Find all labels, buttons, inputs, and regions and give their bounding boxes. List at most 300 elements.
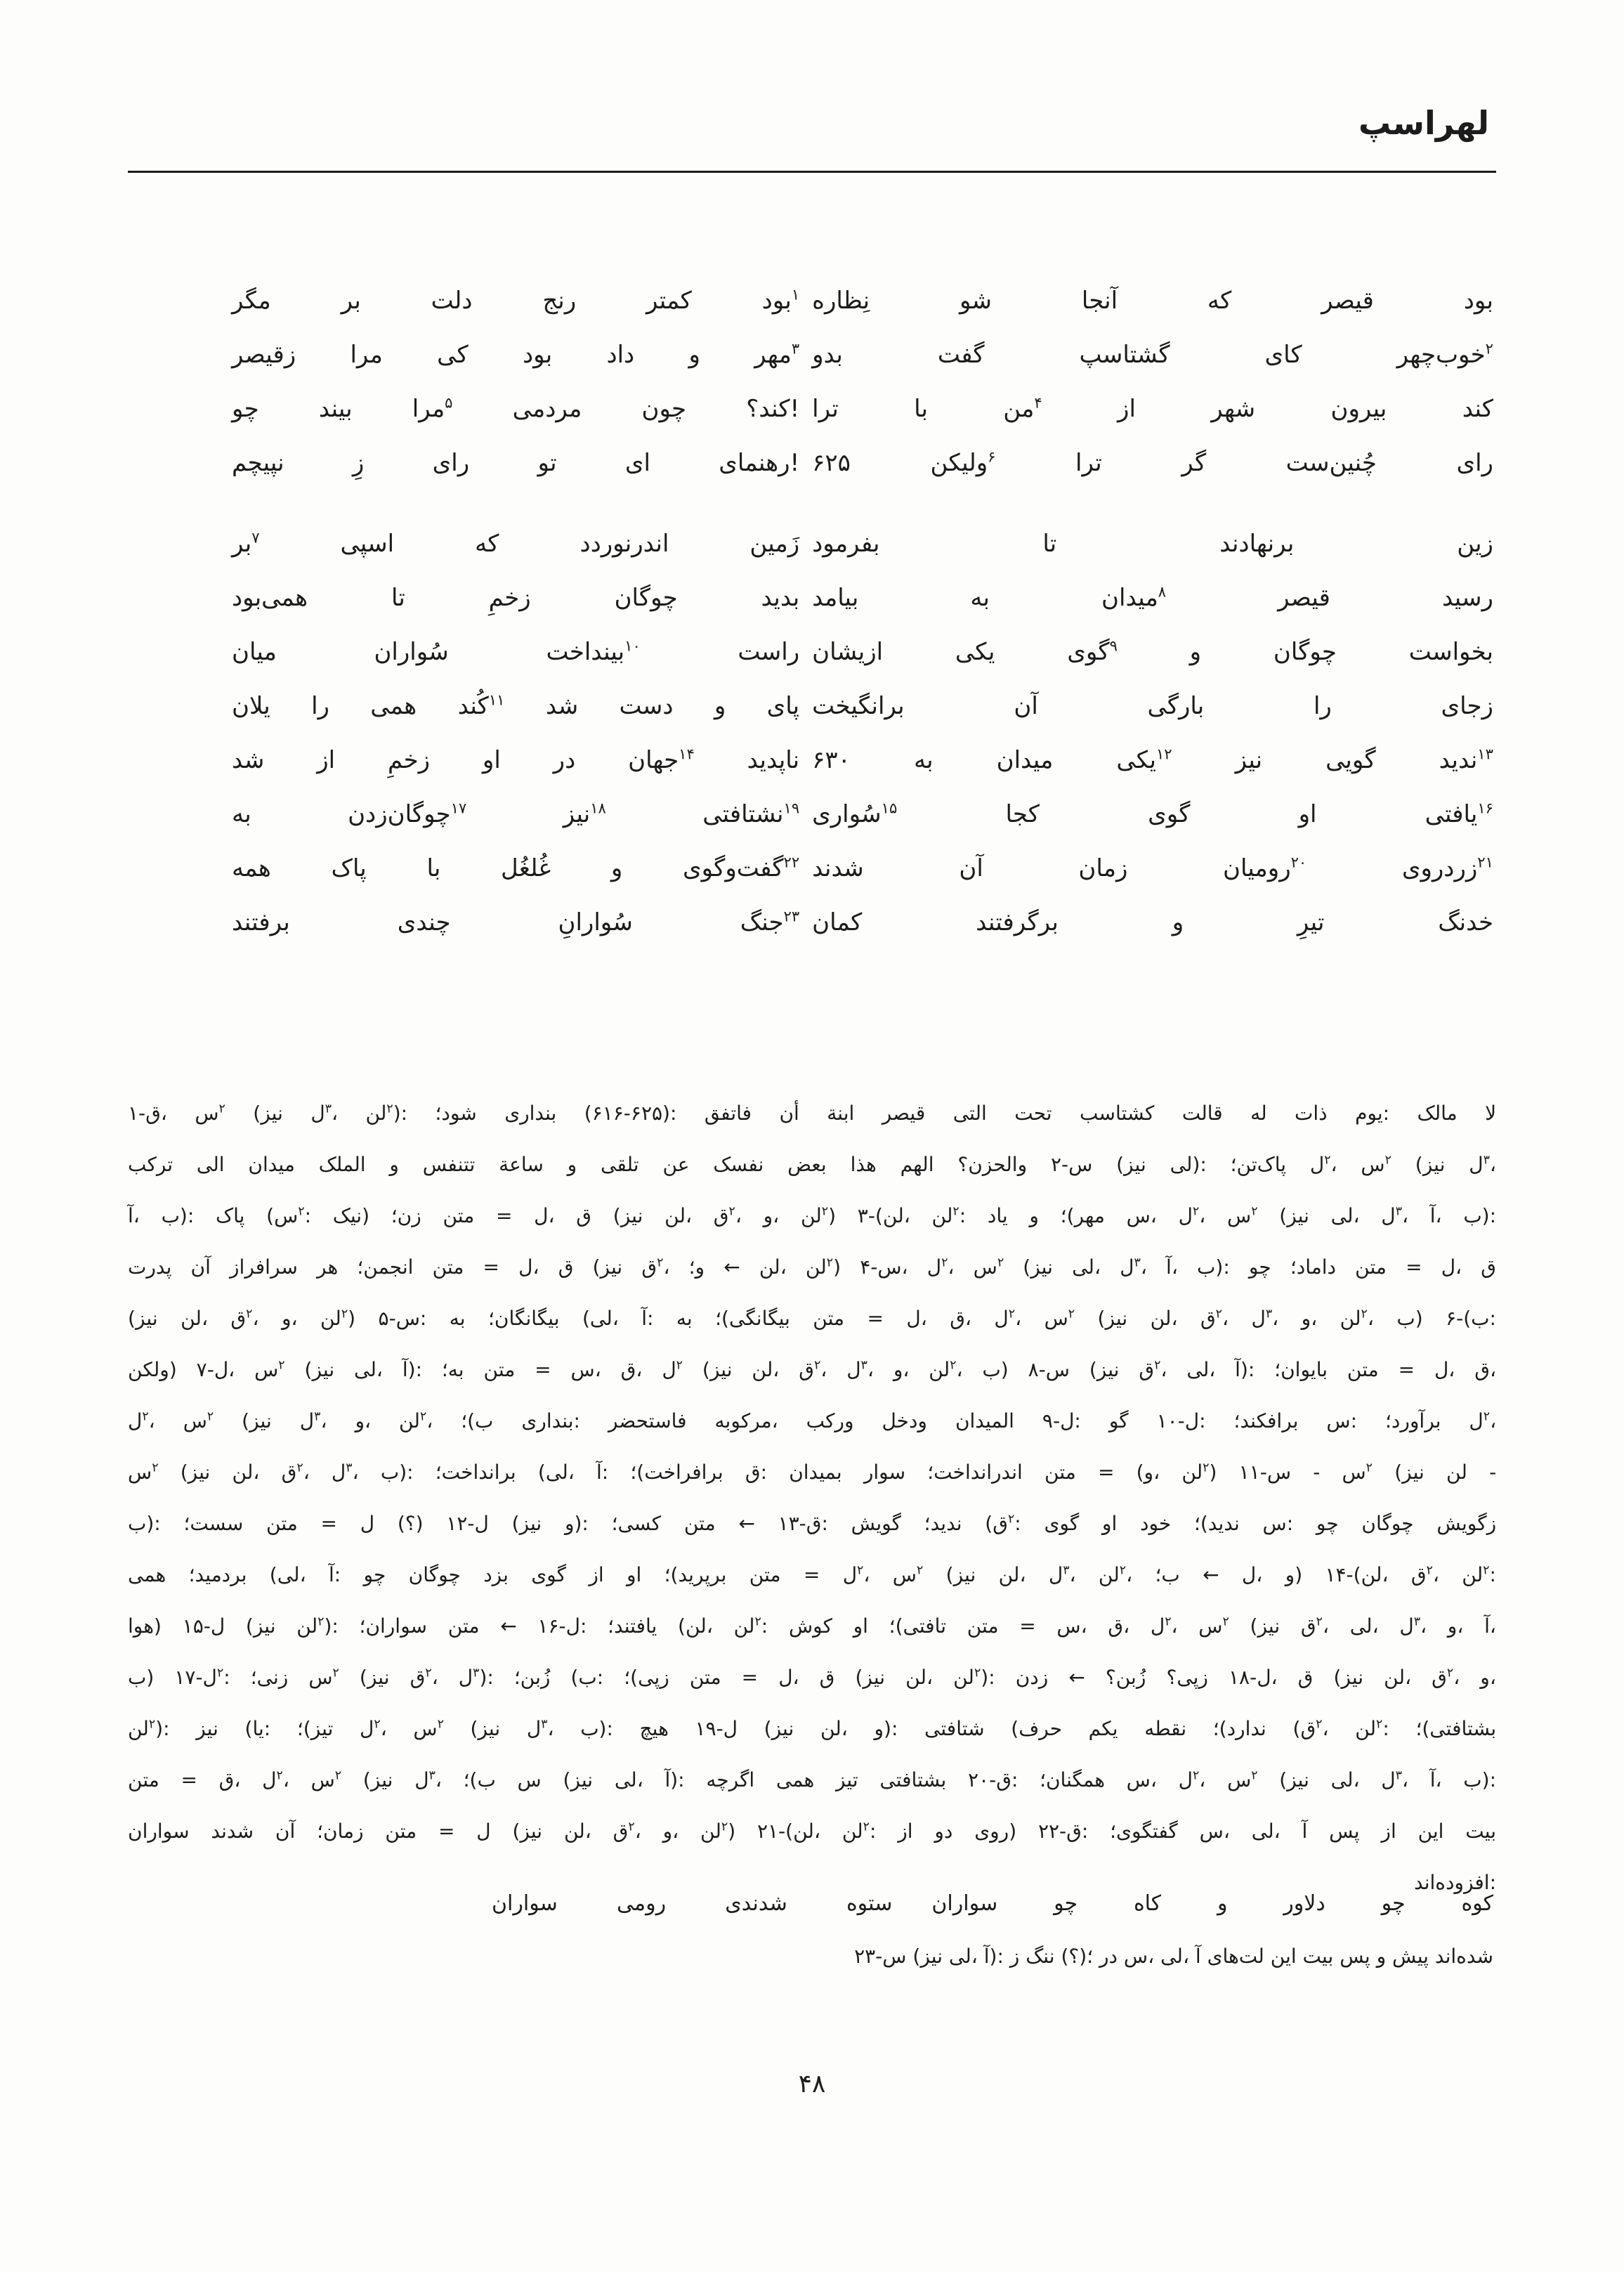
apparatus-word: بشتافتی)؛: [1415, 1717, 1497, 1740]
apparatus-word: =: [1398, 1358, 1415, 1381]
apparatus-word: (نیز: [359, 1666, 390, 1689]
poem-row: [232, 908, 1493, 962]
apparatus-word: لی،: [1251, 1820, 1281, 1843]
poem-word: یلان: [232, 692, 270, 720]
poem-row: [232, 449, 1493, 503]
poem-word: شد: [545, 692, 579, 720]
apparatus-word: ل$^۳$):: [458, 1666, 494, 1689]
hemistich-second: [232, 746, 799, 774]
apparatus-word: لن$^۲$): [805, 1255, 842, 1279]
apparatus-word: لن$^۲$:: [1462, 1563, 1496, 1586]
couplet-word: ستوه: [846, 1891, 893, 1916]
poem-word: غُلغُل: [500, 854, 551, 882]
poem-word: چوگان‌زدن$^{۱۷}$: [348, 799, 467, 828]
poem-word: تیرِ: [1297, 908, 1325, 936]
apparatus-word: ل$^۳$،: [1399, 1614, 1427, 1638]
apparatus-word: ۸-س: [1028, 1358, 1070, 1381]
apparatus-word: متن: [128, 1768, 159, 1791]
poem-word: نیز: [1235, 746, 1263, 774]
poem-word: رومیان$^{۲۰}$: [1222, 853, 1307, 882]
apparatus-word: و،: [1447, 1614, 1464, 1638]
poem-word: که: [1207, 287, 1232, 315]
apparatus-word: س$^۲$: [310, 1768, 342, 1791]
poem-word: آن: [959, 854, 983, 882]
poem-row: [232, 584, 1493, 638]
apparatus-word: (نیز: [1279, 1204, 1309, 1227]
poem-word: از: [317, 746, 336, 774]
apparatus-line: [128, 1293, 1496, 1344]
apparatus-word: ل،: [518, 1255, 539, 1279]
apparatus-word: نقطه: [1144, 1717, 1187, 1740]
apparatus-word: بیگانگی)؛: [715, 1307, 790, 1330]
apparatus-word: ل$^۲$،: [1178, 1768, 1206, 1791]
apparatus-word: ق$^۲$،: [713, 1204, 742, 1227]
apparatus-word: ل،: [1441, 1255, 1462, 1279]
apparatus-word: ندارد)؛: [1212, 1717, 1266, 1740]
poem-word: من$^۴$: [1003, 393, 1042, 423]
footnote-word: لت‌های: [1207, 1945, 1264, 1968]
footnote-word: ننگ: [1026, 1945, 1055, 1968]
apparatus-word: ل$^۲$،: [842, 1563, 870, 1586]
apparatus-word: آ:: [328, 1563, 341, 1586]
poem-word: بر$^۷$: [232, 528, 260, 558]
apparatus-word: ل$^۲$،: [1150, 1614, 1178, 1638]
apparatus-word: المیدان: [955, 1409, 1014, 1432]
apparatus-word: ق$^۲$،: [1200, 1307, 1229, 1330]
apparatus-word: (نیز: [1250, 1614, 1281, 1638]
apparatus-word: یاد: [987, 1204, 1008, 1227]
apparatus-word: متن: [483, 1358, 516, 1381]
apparatus-word: شدند: [211, 1820, 254, 1843]
poem-word: میان: [232, 638, 277, 666]
apparatus-word: ←: [738, 1512, 755, 1535]
apparatus-word: قیصر: [882, 1102, 926, 1125]
apparatus-word: س،: [1056, 1614, 1087, 1638]
couplet-word: دلاور: [1283, 1891, 1325, 1916]
apparatus-word: شتافتی: [924, 1717, 985, 1740]
apparatus-word: لا: [1485, 1102, 1497, 1125]
footnote-word: و: [1376, 1945, 1387, 1968]
apparatus-word: لن$^۲$:: [842, 1820, 877, 1843]
apparatus-word: ل$^۲$: [662, 1358, 683, 1381]
poem-word: پاک: [331, 854, 367, 882]
footnote-word: آ):: [983, 1945, 1004, 1968]
poem-word: بیامد: [812, 584, 859, 612]
poem-word: سُوارانِ: [558, 908, 633, 936]
apparatus-word: ب):: [161, 1204, 195, 1227]
poem-word: کمان: [812, 908, 863, 936]
apparatus-word: لن،: [563, 1820, 591, 1843]
apparatus-word: چو: [1248, 1255, 1271, 1279]
hemistich-first: [812, 692, 1493, 720]
apparatus-word: نفسک: [713, 1153, 764, 1176]
poem-row: [232, 746, 1493, 800]
apparatus-line: [128, 1652, 1496, 1703]
apparatus-word: س:: [1262, 1512, 1294, 1535]
footnote-word: (؟)؛: [1061, 1945, 1094, 1968]
apparatus-word: مهر)؛: [1060, 1204, 1105, 1227]
apparatus-word: گوی: [1044, 1512, 1080, 1535]
apparatus-word: و،: [662, 1820, 679, 1843]
apparatus-word: فاتفق: [704, 1102, 752, 1125]
verse-number: ۶۲۵: [812, 449, 851, 477]
apparatus-word: لن$^۲$): [800, 1204, 837, 1227]
apparatus-word: (نیز: [1097, 1307, 1128, 1330]
apparatus-word: کوش: [788, 1614, 832, 1638]
poem-word: بیند: [318, 395, 353, 423]
apparatus-word: ب):: [580, 1717, 613, 1740]
apparatus-word: آن: [190, 1255, 211, 1279]
poem-word: را: [311, 692, 329, 720]
poem-word: گفت‌وگوی$^{۲۲}$: [682, 853, 800, 882]
apparatus-word: متن: [432, 1255, 464, 1279]
apparatus-line: [128, 1703, 1496, 1754]
apparatus-word: ورکب: [806, 1409, 854, 1432]
poem-word: پای: [766, 692, 800, 720]
apparatus-word: لن،: [998, 1563, 1026, 1586]
poem-word: مهر$^۳$: [754, 339, 800, 369]
hemistich-first: [812, 800, 1493, 828]
apparatus-word: پاک: [216, 1204, 245, 1227]
poem-word: آن: [1014, 692, 1038, 720]
poem-word: ای: [624, 449, 650, 477]
apparatus-word: (نیز: [362, 1768, 393, 1791]
apparatus-word: دو: [934, 1820, 953, 1843]
poem-word: بارگی: [1147, 692, 1205, 720]
apparatus-word: (نیز: [512, 1820, 543, 1843]
hemistich-first: [812, 854, 1493, 882]
apparatus-word: برآورد؛: [1385, 1409, 1441, 1432]
apparatus-word: زگویش: [1436, 1512, 1497, 1535]
poem-word: زقیصر: [232, 341, 296, 369]
apparatus-word: (یا:: [244, 1717, 271, 1740]
footnote-word: لی،: [948, 1945, 978, 1968]
poem-word: جهان$^{۱۴}$: [628, 745, 695, 774]
apparatus-word: ل$^۳$،: [846, 1358, 874, 1381]
poem-word: بفرمود: [812, 530, 880, 558]
poem-word: برگرفتند: [976, 908, 1059, 936]
apparatus-line: [128, 1498, 1496, 1549]
poem-word: نپیچم: [232, 449, 284, 477]
poem-word: برفتند: [232, 908, 290, 936]
apparatus-word: (نیز: [563, 1768, 594, 1791]
couplet-word: شدندی: [725, 1891, 787, 1916]
apparatus-word: (۶۱۶-۶۲۵):: [584, 1102, 677, 1125]
apparatus-word: نیک): [332, 1204, 370, 1227]
apparatus-word: ۹-ل:: [1042, 1409, 1081, 1432]
poem-word: زِ: [352, 449, 365, 477]
poem-word: سُواری$^{۱۵}$: [812, 799, 898, 828]
apparatus-word: اگرچه: [706, 1768, 755, 1791]
apparatus-word: و،: [763, 1204, 780, 1227]
apparatus-word: گو: [1108, 1409, 1129, 1432]
verse-number: ۶۳۰: [812, 746, 851, 774]
poem-word: در: [553, 746, 576, 774]
apparatus-word: از: [898, 1820, 913, 1843]
apparatus-word: متن: [749, 1563, 781, 1586]
poem-word: بود$^۱$: [761, 285, 800, 315]
apparatus-word: ل: [476, 1820, 491, 1843]
apparatus-word: ۲۱-(لن،: [757, 1820, 820, 1843]
apparatus-word: الملک: [318, 1153, 366, 1176]
poem-word: گر: [1181, 449, 1207, 477]
poem-word: او: [1298, 800, 1317, 828]
hemistich-first: [812, 449, 1493, 477]
apparatus-word: زدن: [1015, 1666, 1049, 1689]
poem-word: زخمِ: [488, 584, 531, 612]
poem-word: به: [913, 746, 934, 774]
poem-word: با: [426, 854, 441, 882]
poem-word: کی: [437, 341, 469, 369]
apparatus-word: ۱-ق،: [128, 1102, 167, 1125]
added-couplet: [492, 1891, 1493, 1916]
poem-word: بیرون: [1330, 395, 1387, 423]
apparatus-word: آ):: [1235, 1358, 1255, 1381]
couplet-word: و: [1217, 1891, 1228, 1916]
apparatus-word: =: [867, 1307, 884, 1330]
apparatus-word: ق$^۲$،: [641, 1255, 670, 1279]
apparatus-word: ۱۹-ل: [695, 1717, 738, 1740]
apparatus-word: آن: [275, 1820, 296, 1843]
apparatus-word: ←: [1068, 1666, 1085, 1689]
couplet-word: چو: [1381, 1891, 1406, 1916]
apparatus-word: ۱۷-ل$^۲$:: [174, 1666, 230, 1689]
apparatus-word: چو: [1316, 1512, 1339, 1535]
poem-word: زردروی$^{۲۱}$: [1401, 853, 1493, 882]
poem-word: قیصر: [1278, 584, 1330, 612]
apparatus-word: لی،: [1330, 1768, 1360, 1791]
apparatus-word: و):: [874, 1717, 898, 1740]
apparatus-word: س$^۲$: [254, 1358, 285, 1381]
apparatus-word: آ،: [1429, 1768, 1442, 1791]
apparatus-word: اندرانداخت؛: [927, 1461, 1023, 1484]
apparatus-word: =: [1406, 1255, 1422, 1279]
apparatus-word: متن: [443, 1204, 475, 1227]
apparatus-line: [128, 1600, 1496, 1652]
apparatus-word: افزوده‌اند:: [1414, 1871, 1496, 1894]
poem-word: مگر: [232, 287, 271, 315]
apparatus-word: س$^۲$: [973, 1255, 1004, 1279]
apparatus-word: ل$^۳$،: [1251, 1307, 1279, 1330]
apparatus-word: س$^۲$: [892, 1563, 924, 1586]
hemistich-second: [232, 692, 799, 720]
poem-word: مردمی: [512, 395, 582, 423]
apparatus-word: =: [320, 1512, 337, 1535]
apparatus-word: (ق$^۲$،: [1292, 1717, 1329, 1740]
poem-word: رهنمای!: [719, 449, 800, 477]
apparatus-word: (حرف: [1011, 1717, 1063, 1740]
apparatus-word: ۱۰-ل:: [1156, 1409, 1206, 1432]
apparatus-word: س$^۲$: [1342, 1461, 1373, 1484]
apparatus-word: س،: [1199, 1820, 1230, 1843]
poem-word: تا: [391, 584, 405, 612]
hemistich-second: [232, 800, 799, 828]
apparatus-word: تلقی: [601, 1153, 639, 1176]
apparatus-word: آ:: [641, 1307, 654, 1330]
apparatus-word: سوار: [863, 1461, 906, 1484]
hemistich-first: [812, 530, 1493, 558]
apparatus-word: أن: [779, 1102, 799, 1125]
poem-word: جنگ$^{۲۳}$: [740, 907, 800, 936]
apparatus-word: ب):: [128, 1512, 161, 1535]
apparatus-word: کشتاسب: [1080, 1102, 1155, 1125]
apparatus-word: چوگان: [408, 1563, 461, 1586]
poem-word: و: [1189, 638, 1202, 666]
running-head-title: لهراسپ: [1358, 104, 1489, 142]
apparatus-word: میدان: [248, 1153, 295, 1176]
apparatus-word: لی،: [354, 1358, 383, 1381]
footnote-word: (نیز: [912, 1945, 943, 1968]
couplet-word: کوه: [1461, 1891, 1493, 1916]
apparatus-word: هوا): [128, 1614, 162, 1638]
apparatus-word: ←: [1203, 1563, 1219, 1586]
apparatus-word: ق$^۲$،: [230, 1307, 259, 1330]
apparatus-word: -: [1313, 1461, 1321, 1484]
apparatus-word: تافتی)؛: [889, 1614, 946, 1638]
footnote-word: لی،: [1160, 1945, 1189, 1968]
apparatus-word: ل$^۲$،: [1469, 1409, 1497, 1432]
poem-word: اسپی: [340, 530, 395, 558]
apparatus-line: [128, 1088, 1496, 1139]
footnote-word: این: [1270, 1945, 1297, 1968]
apparatus-word: (نیز: [1279, 1768, 1309, 1791]
poem-row: [232, 638, 1493, 692]
poem-row: [232, 854, 1493, 908]
apparatus-line: [128, 1241, 1496, 1293]
poem-word: ترا: [1075, 449, 1102, 477]
apparatus-word: لی،: [614, 1768, 643, 1791]
apparatus-line: [128, 1139, 1496, 1190]
apparatus-word: تتنفس: [422, 1153, 476, 1176]
apparatus-word: لی):: [1170, 1153, 1207, 1176]
apparatus-word: لن،: [752, 1358, 780, 1381]
apparatus-word: آ،: [128, 1204, 140, 1227]
poem-word: بدو: [812, 341, 843, 369]
apparatus-word: (نیز: [1415, 1153, 1446, 1176]
apparatus-word: لن،: [664, 1204, 693, 1227]
apparatus-word: گوی: [531, 1563, 566, 1586]
apparatus-word: ل$^۳$،: [1120, 1255, 1147, 1279]
apparatus-word: ۲-س: [1050, 1153, 1093, 1176]
apparatus-word: ۱۶-ل:: [537, 1614, 587, 1638]
apparatus-word: س$^۲$: [1227, 1768, 1258, 1791]
apparatus-word: بمیدان: [789, 1461, 842, 1484]
apparatus-word: (نیز: [245, 1614, 276, 1638]
apparatus-word: لن$^۲$،: [399, 1409, 433, 1432]
apparatus-word: ق،: [1108, 1614, 1130, 1638]
apparatus-word: ل$^۳$،: [299, 1409, 327, 1432]
poem-word: خوب‌چهر$^۲$: [1396, 339, 1493, 369]
apparatus-word: (نیز: [702, 1358, 733, 1381]
poem-row: [232, 395, 1493, 449]
poem-word: چوگان: [1273, 638, 1337, 666]
apparatus-word: ۲۲-ق:: [1037, 1820, 1089, 1843]
poem-word: گفت: [937, 341, 985, 369]
apparatus-word: ل$^۲$،: [926, 1255, 955, 1279]
apparatus-word: س،: [1126, 1204, 1157, 1227]
apparatus-word: پس: [1329, 1820, 1360, 1843]
apparatus-word: لن: [1446, 1461, 1467, 1484]
apparatus-line: [128, 1549, 1496, 1600]
couplet-word: سواران: [492, 1891, 558, 1916]
apparatus-word: کسی؛: [611, 1512, 662, 1535]
apparatus-word: بیت: [1465, 1820, 1497, 1843]
apparatus-word: همی: [775, 1768, 815, 1791]
apparatus-word: (نیز: [242, 1409, 272, 1432]
apparatus-word: س$^۲$: [308, 1666, 339, 1689]
couplet-word: چو: [1054, 1891, 1078, 1916]
apparatus-word: (نیز: [592, 1255, 623, 1279]
apparatus-word: ۵-س:: [378, 1307, 427, 1330]
apparatus-word: (نیز: [253, 1102, 283, 1125]
poem-word: نِظاره: [812, 287, 870, 315]
apparatus-word: به: [449, 1307, 466, 1330]
apparatus-word: آ،: [1166, 1255, 1178, 1279]
footnote-word: شده‌اند: [1434, 1945, 1493, 1968]
apparatus-word: ساعة: [499, 1153, 544, 1176]
apparatus-word: و: [567, 1153, 577, 1176]
apparatus-word: سواران: [128, 1820, 190, 1843]
couplet-word: رومی: [617, 1891, 667, 1916]
apparatus-word: متن: [385, 1820, 417, 1843]
poem-word: رای: [1456, 449, 1493, 477]
apparatus-word: از: [1381, 1820, 1396, 1843]
apparatus-word: و: [1029, 1204, 1039, 1227]
apparatus-line: [128, 1395, 1496, 1447]
poem-word: تا: [1042, 530, 1057, 558]
apparatus-word: متن: [266, 1512, 298, 1535]
footnote-word: در: [1099, 1945, 1118, 1968]
apparatus-word: آ:: [596, 1461, 609, 1484]
apparatus-word: این: [1417, 1820, 1444, 1843]
hemistich-first: [812, 908, 1493, 936]
apparatus-word: ق$^۲$،: [799, 1358, 827, 1381]
apparatus-word: ۴-س،: [860, 1255, 908, 1279]
apparatus-line: [128, 1190, 1496, 1241]
poem-word: رسید: [1441, 584, 1493, 612]
apparatus-word: لن،: [181, 1307, 208, 1330]
apparatus-word: =: [483, 1255, 499, 1279]
apparatus-word: (نیز: [855, 1666, 886, 1689]
apparatus-word: ب):: [1463, 1768, 1496, 1791]
apparatus-word: ق،: [950, 1307, 971, 1330]
poem-word: گوی: [1148, 800, 1191, 828]
apparatus-word: و؛: [688, 1255, 705, 1279]
apparatus-word: ل$^۲$،: [360, 1717, 387, 1740]
poem-word: و: [610, 854, 623, 882]
apparatus-word: لن$^۲$،: [929, 1358, 963, 1381]
apparatus-word: سست؛: [183, 1512, 244, 1535]
apparatus-word: لی،: [1349, 1614, 1379, 1638]
apparatus-word: ب)؛: [461, 1409, 494, 1432]
apparatus-word: ل$^۳$،: [310, 1102, 339, 1125]
apparatus-word: متن: [689, 1666, 721, 1689]
apparatus-word: ق$^۲$،: [1410, 1563, 1439, 1586]
poem-word: راست: [738, 638, 800, 666]
apparatus-word: داماد؛: [1290, 1255, 1336, 1279]
apparatus-word: مرکوبه،: [714, 1409, 778, 1432]
hemistich-second: [232, 908, 799, 936]
apparatus-word: ندید؛: [924, 1512, 962, 1535]
apparatus-word: (و،: [1136, 1461, 1160, 1484]
apparatus-word: (نیز: [1116, 1153, 1146, 1176]
apparatus-word: ق:: [745, 1461, 767, 1484]
poem-word: بود: [1463, 287, 1493, 315]
poem-word: میدان: [996, 746, 1054, 774]
apparatus-word: ب): [1396, 1307, 1423, 1330]
apparatus-word: ب):: [1463, 1204, 1497, 1227]
apparatus-word: برافکند؛: [1233, 1409, 1299, 1432]
